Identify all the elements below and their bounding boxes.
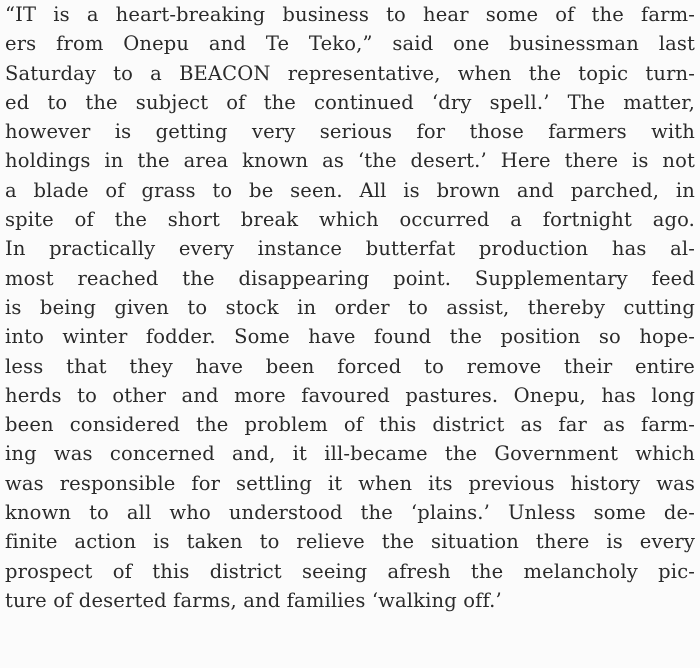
article-line: ing was concerned and, it ill-became the Government which: [5, 442, 695, 466]
article-line: however is getting very serious for those farmers with: [5, 120, 695, 144]
article-line: less that they have been forced to remove their entire: [5, 354, 695, 378]
article-line: is being given to stock in order to assist, thereby cutting: [5, 295, 695, 319]
article-line: been considered the problem of this district as far as farm-: [5, 413, 695, 437]
article-line: In practically every instance butterfat production has al-: [5, 237, 695, 261]
article-line: herds to other and more favoured pastures. Onepu, has long: [5, 383, 695, 407]
article-line: known to all who understood the ‘plains.’ Unless some de-: [5, 501, 695, 525]
article-line: holdings in the area known as ‘the desert.’ Here there is not: [5, 149, 695, 173]
article-line: “IT is a heart-breaking business to hear some of the farm-: [5, 3, 695, 26]
article-line: ers from Onepu and Te Teko,” said one businessman last: [5, 32, 695, 56]
article-line: Saturday to a BEACON representative, when the topic turn-: [5, 61, 695, 85]
article-line: ed to the subject of the continued ‘dry spell.’ The matter,: [5, 90, 695, 114]
article-line: most reached the disappearing point. Supplementary feed: [5, 266, 695, 290]
article-line: spite of the short break which occurred a fortnight ago.: [5, 208, 695, 232]
article-line: ture of deserted farms, and families ‘walking off.’: [5, 588, 502, 612]
article-text: [5, 0, 695, 615]
article-line: was responsible for settling it when its previous history was: [5, 471, 695, 495]
article-line: prospect of this district seeing afresh the melancholy pic-: [5, 559, 695, 583]
article-line: a blade of grass to be seen. All is brown and parched, in: [5, 178, 695, 202]
article-line: finite action is taken to relieve the situation there is every: [5, 530, 695, 554]
article-line: into winter fodder. Some have found the position so hope-: [5, 325, 695, 349]
